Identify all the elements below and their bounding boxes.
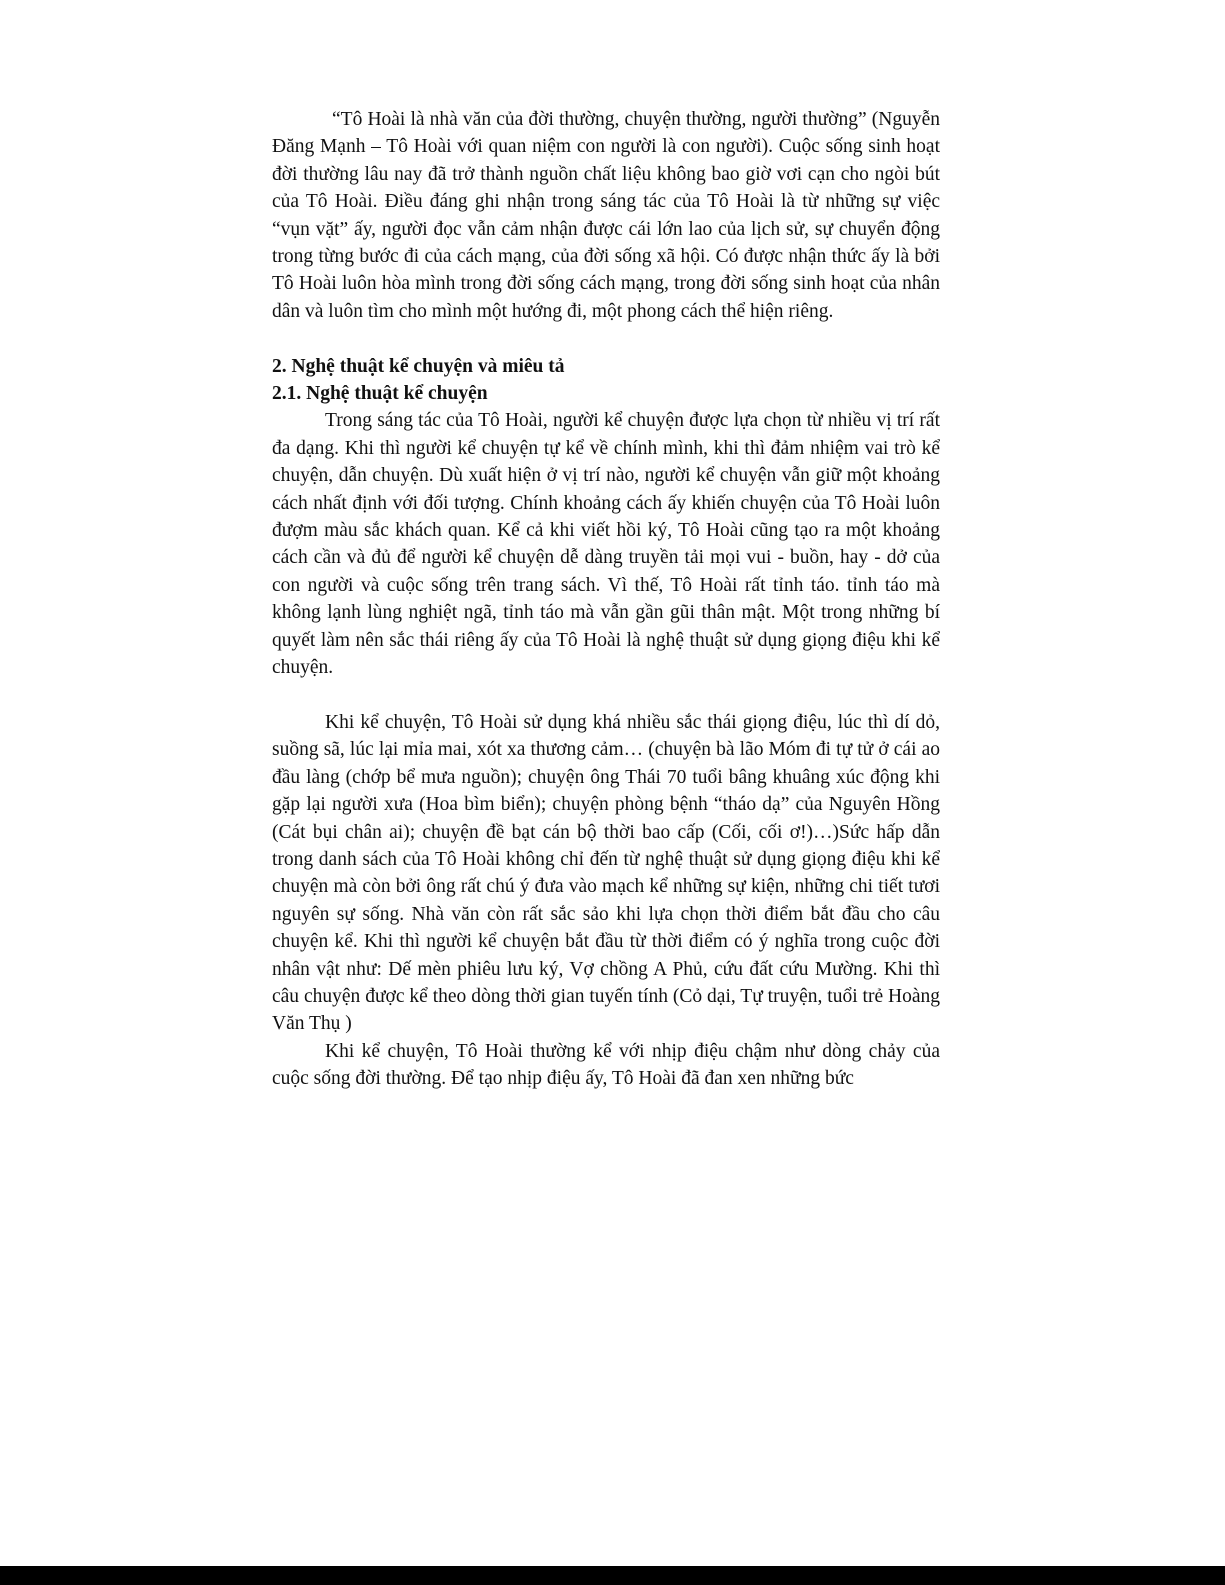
page-bottom-bar [0, 1566, 1225, 1585]
paragraph-narrator: Trong sáng tác của Tô Hoài, người kể chuyện được lựa chọn từ nhiều vị trí rất đa dạng. Khi thì người kể chuyện tự kể về chính mình, khi thì đảm nhiệm vai trò kể chuyện, dẫn chuyện. Dù xuất hiện ở vị trí nào, người kể chuyện vẫn giữ một khoảng cách nhất định với đối tượng. Chính khoảng cách ấy khiến chuyện của Tô Hoài luôn đượm màu sắc khách quan. Kể cả khi viết hồi ký, Tô Hoài cũng tạo ra một khoảng cách cần và đủ để người kể chuyện dễ dàng truyền tải mọi vui - buồn, hay - dở của con người và cuộc sống trên trang sách. Vì thế, Tô Hoài rất tỉnh táo. tỉnh táo mà không lạnh lùng nghiệt ngã, tỉnh táo mà vẫn gần gũi thân mật. Một trong những bí quyết làm nên sắc thái riêng ấy của Tô Hoài là nghệ thuật sử dụng giọng điệu khi kể chuyện. [272, 410, 940, 679]
subsection-heading: 2.1. Nghệ thuật kể chuyện [272, 383, 488, 405]
paragraph-spacer [272, 682, 940, 709]
paragraph-tone: Khi kể chuyện, Tô Hoài sử dụng khá nhiều sắc thái giọng điệu, lúc thì dí dỏ, suồng sã, lúc lại mỉa mai, xót xa thương cảm… (chuyện bà lão Móm đi tự tử ở cái ao đầu làng (chớp bể mưa nguồn); chuyện ông Thái 70 tuổi bâng khuâng xúc động khi gặp lại người xưa (Hoa bìm biển); chuyện phòng bệnh “tháo dạ” của Nguyên Hồng (Cát bụi chân ai); chuyện đề bạt cán bộ thời bao cấp (Cối, cối ơ!)…)Sức hấp dẫn trong danh sách của Tô Hoài không chỉ đến từ nghệ thuật sử dụng giọng điệu khi kể chuyện mà còn bởi ông rất chú ý đưa vào mạch kể những sự kiện, những chi tiết tươi nguyên sự sống. Nhà văn còn rất sắc sảo khi lựa chọn thời điểm bắt đầu cho câu chuyện kể. Khi thì người kể chuyện bắt đầu từ thời điểm có ý nghĩa trong cuộc đời nhân vật như: Dế mèn phiêu lưu ký, Vợ chồng A Phủ, cứu đất cứu Mường. Khi thì câu chuyện được kể theo dòng thời gian tuyến tính (Cỏ dại, Tự truyện, tuổi trẻ Hoàng Văn Thụ ) [272, 711, 940, 1035]
document-page [272, 106, 940, 1093]
section-heading: 2. Nghệ thuật kể chuyện và miêu tả [272, 355, 565, 377]
paragraph-rhythm: Khi kể chuyện, Tô Hoài thường kể với nhịp điệu chậm như dòng chảy của cuộc sống đời thường. Để tạo nhịp điệu ấy, Tô Hoài đã đan xen những bức [272, 1040, 940, 1090]
paragraph-spacer [272, 325, 940, 352]
paragraph-intro: “Tô Hoài là nhà văn của đời thường, chuyện thường, người thường” (Nguyễn Đăng Mạnh – Tô Hoài với quan niệm con người là con người). Cuộc sống sinh hoạt đời thường lâu nay đã trở thành nguồn chất liệu không bao giờ vơi cạn cho ngòi bút của Tô Hoài. Điều đáng ghi nhận trong sáng tác của Tô Hoài là từ những sự việc “vụn vặt” ấy, người đọc vẫn cảm nhận được cái lớn lao của lịch sử, sự chuyển động trong từng bước đi của cách mạng, của đời sống xã hội. Có được nhận thức ấy là bởi Tô Hoài luôn hòa mình trong đời sống cách mạng, trong đời sống sinh hoạt của nhân dân và luôn tìm cho mình một hướng đi, một phong cách thể hiện riêng. [272, 109, 940, 322]
